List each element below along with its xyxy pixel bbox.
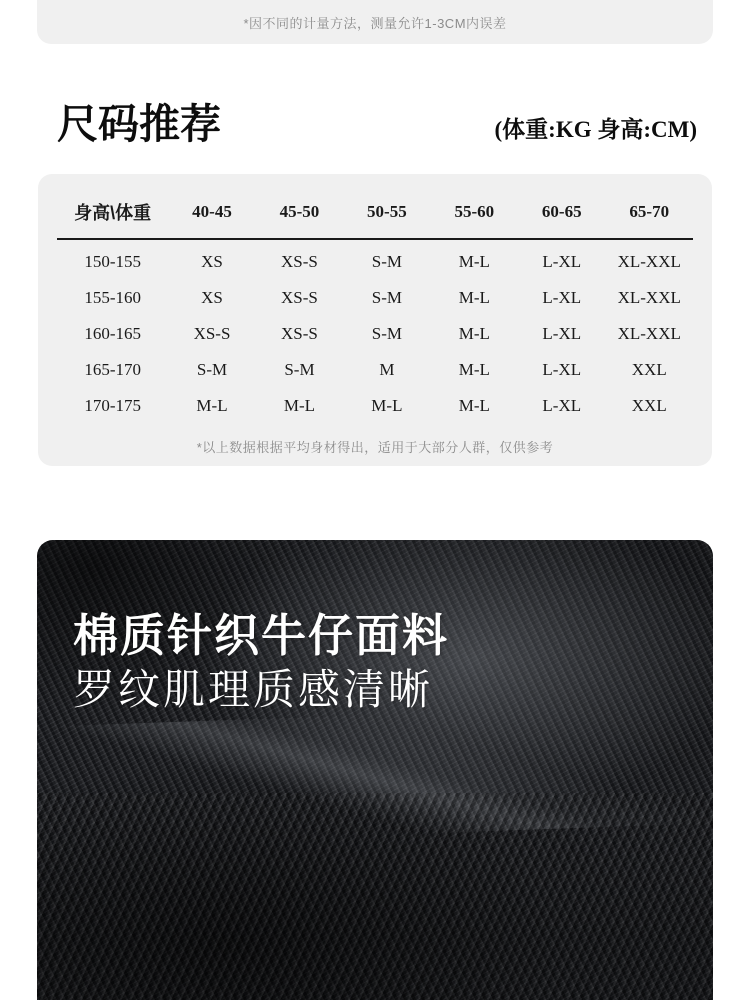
size-value-cell: M-L [458, 360, 490, 380]
size-value-cell: XS [201, 288, 223, 308]
measurement-notice-text: *因不同的计量方法，测量允许1-3CM内误差 [243, 15, 507, 31]
header-cell-weight-range: 60-65 [518, 174, 605, 239]
size-value-cell: L-XL [542, 288, 582, 308]
size-value-cell: XS-S [281, 288, 318, 308]
measurement-notice-bar [37, 0, 713, 44]
size-value-cell: XXL [631, 396, 667, 416]
size-table-row [57, 388, 693, 424]
row-label-height-range: 160-165 [84, 324, 141, 344]
size-value-cell: XL-XXL [617, 252, 681, 272]
size-value-cell: M-L [458, 288, 490, 308]
size-value-cell: M-L [458, 396, 490, 416]
size-value-cell: S-M [196, 360, 228, 380]
header-cell-weight-range: 45-50 [256, 174, 343, 239]
size-value-cell: M-L [283, 396, 316, 416]
size-table-row [57, 280, 693, 316]
row-label-height-range: 165-170 [84, 360, 141, 380]
header-cell-weight-range: 50-55 [343, 174, 430, 239]
size-table-header-row [57, 174, 693, 239]
size-chart-footnote: *以上数据根据平均身材得出，适用于大部分人群，仅供参考 [196, 440, 554, 456]
size-value-cell: M [379, 360, 395, 380]
size-value-cell: XL-XXL [617, 288, 681, 308]
size-table-head [57, 174, 693, 239]
size-value-cell: XS-S [281, 324, 318, 344]
fabric-caption [73, 610, 449, 714]
header-cell-weight-range: 65-70 [605, 174, 693, 239]
row-label-height-range: 150-155 [84, 252, 141, 272]
size-value-cell: M-L [458, 252, 490, 272]
size-value-cell: XS-S [193, 324, 231, 344]
fabric-photo [37, 540, 713, 1000]
size-value-cell: XL-XXL [617, 324, 681, 344]
size-value-cell: XS [201, 252, 223, 272]
size-value-cell: XS-S [281, 252, 318, 272]
fabric-caption-line2: 罗纹肌理质感清晰 [73, 665, 434, 713]
size-chart-card [38, 174, 712, 466]
size-table [57, 174, 693, 424]
size-table-row [57, 352, 693, 388]
size-value-cell: M-L [371, 396, 403, 416]
size-table-row [57, 239, 693, 280]
size-value-cell: M-L [196, 396, 228, 416]
size-value-cell: S-M [371, 288, 402, 308]
size-value-cell: L-XL [542, 396, 582, 416]
header-cell-weight-range: 55-60 [431, 174, 518, 239]
size-table-body [57, 239, 693, 424]
header-cell-height-weight: 身高\体重 [57, 174, 168, 239]
size-value-cell: S-M [371, 252, 402, 272]
size-section-title: 尺码推荐 [57, 101, 221, 147]
size-unit-note: (体重:KG 身高:CM) [494, 117, 697, 143]
size-value-cell: M-L [458, 324, 490, 344]
row-label-height-range: 170-175 [84, 396, 141, 416]
header-cell-weight-range: 40-45 [168, 174, 255, 239]
size-value-cell: XXL [631, 360, 667, 380]
size-section-header [0, 44, 750, 147]
size-table-row [57, 316, 693, 352]
size-value-cell: L-XL [542, 324, 582, 344]
size-value-cell: S-M [371, 324, 402, 344]
size-value-cell: S-M [284, 360, 315, 380]
fabric-caption-line1: 棉质针织牛仔面料 [73, 610, 450, 661]
size-value-cell: L-XL [542, 360, 582, 380]
size-value-cell: L-XL [542, 252, 582, 272]
row-label-height-range: 155-160 [84, 288, 141, 308]
